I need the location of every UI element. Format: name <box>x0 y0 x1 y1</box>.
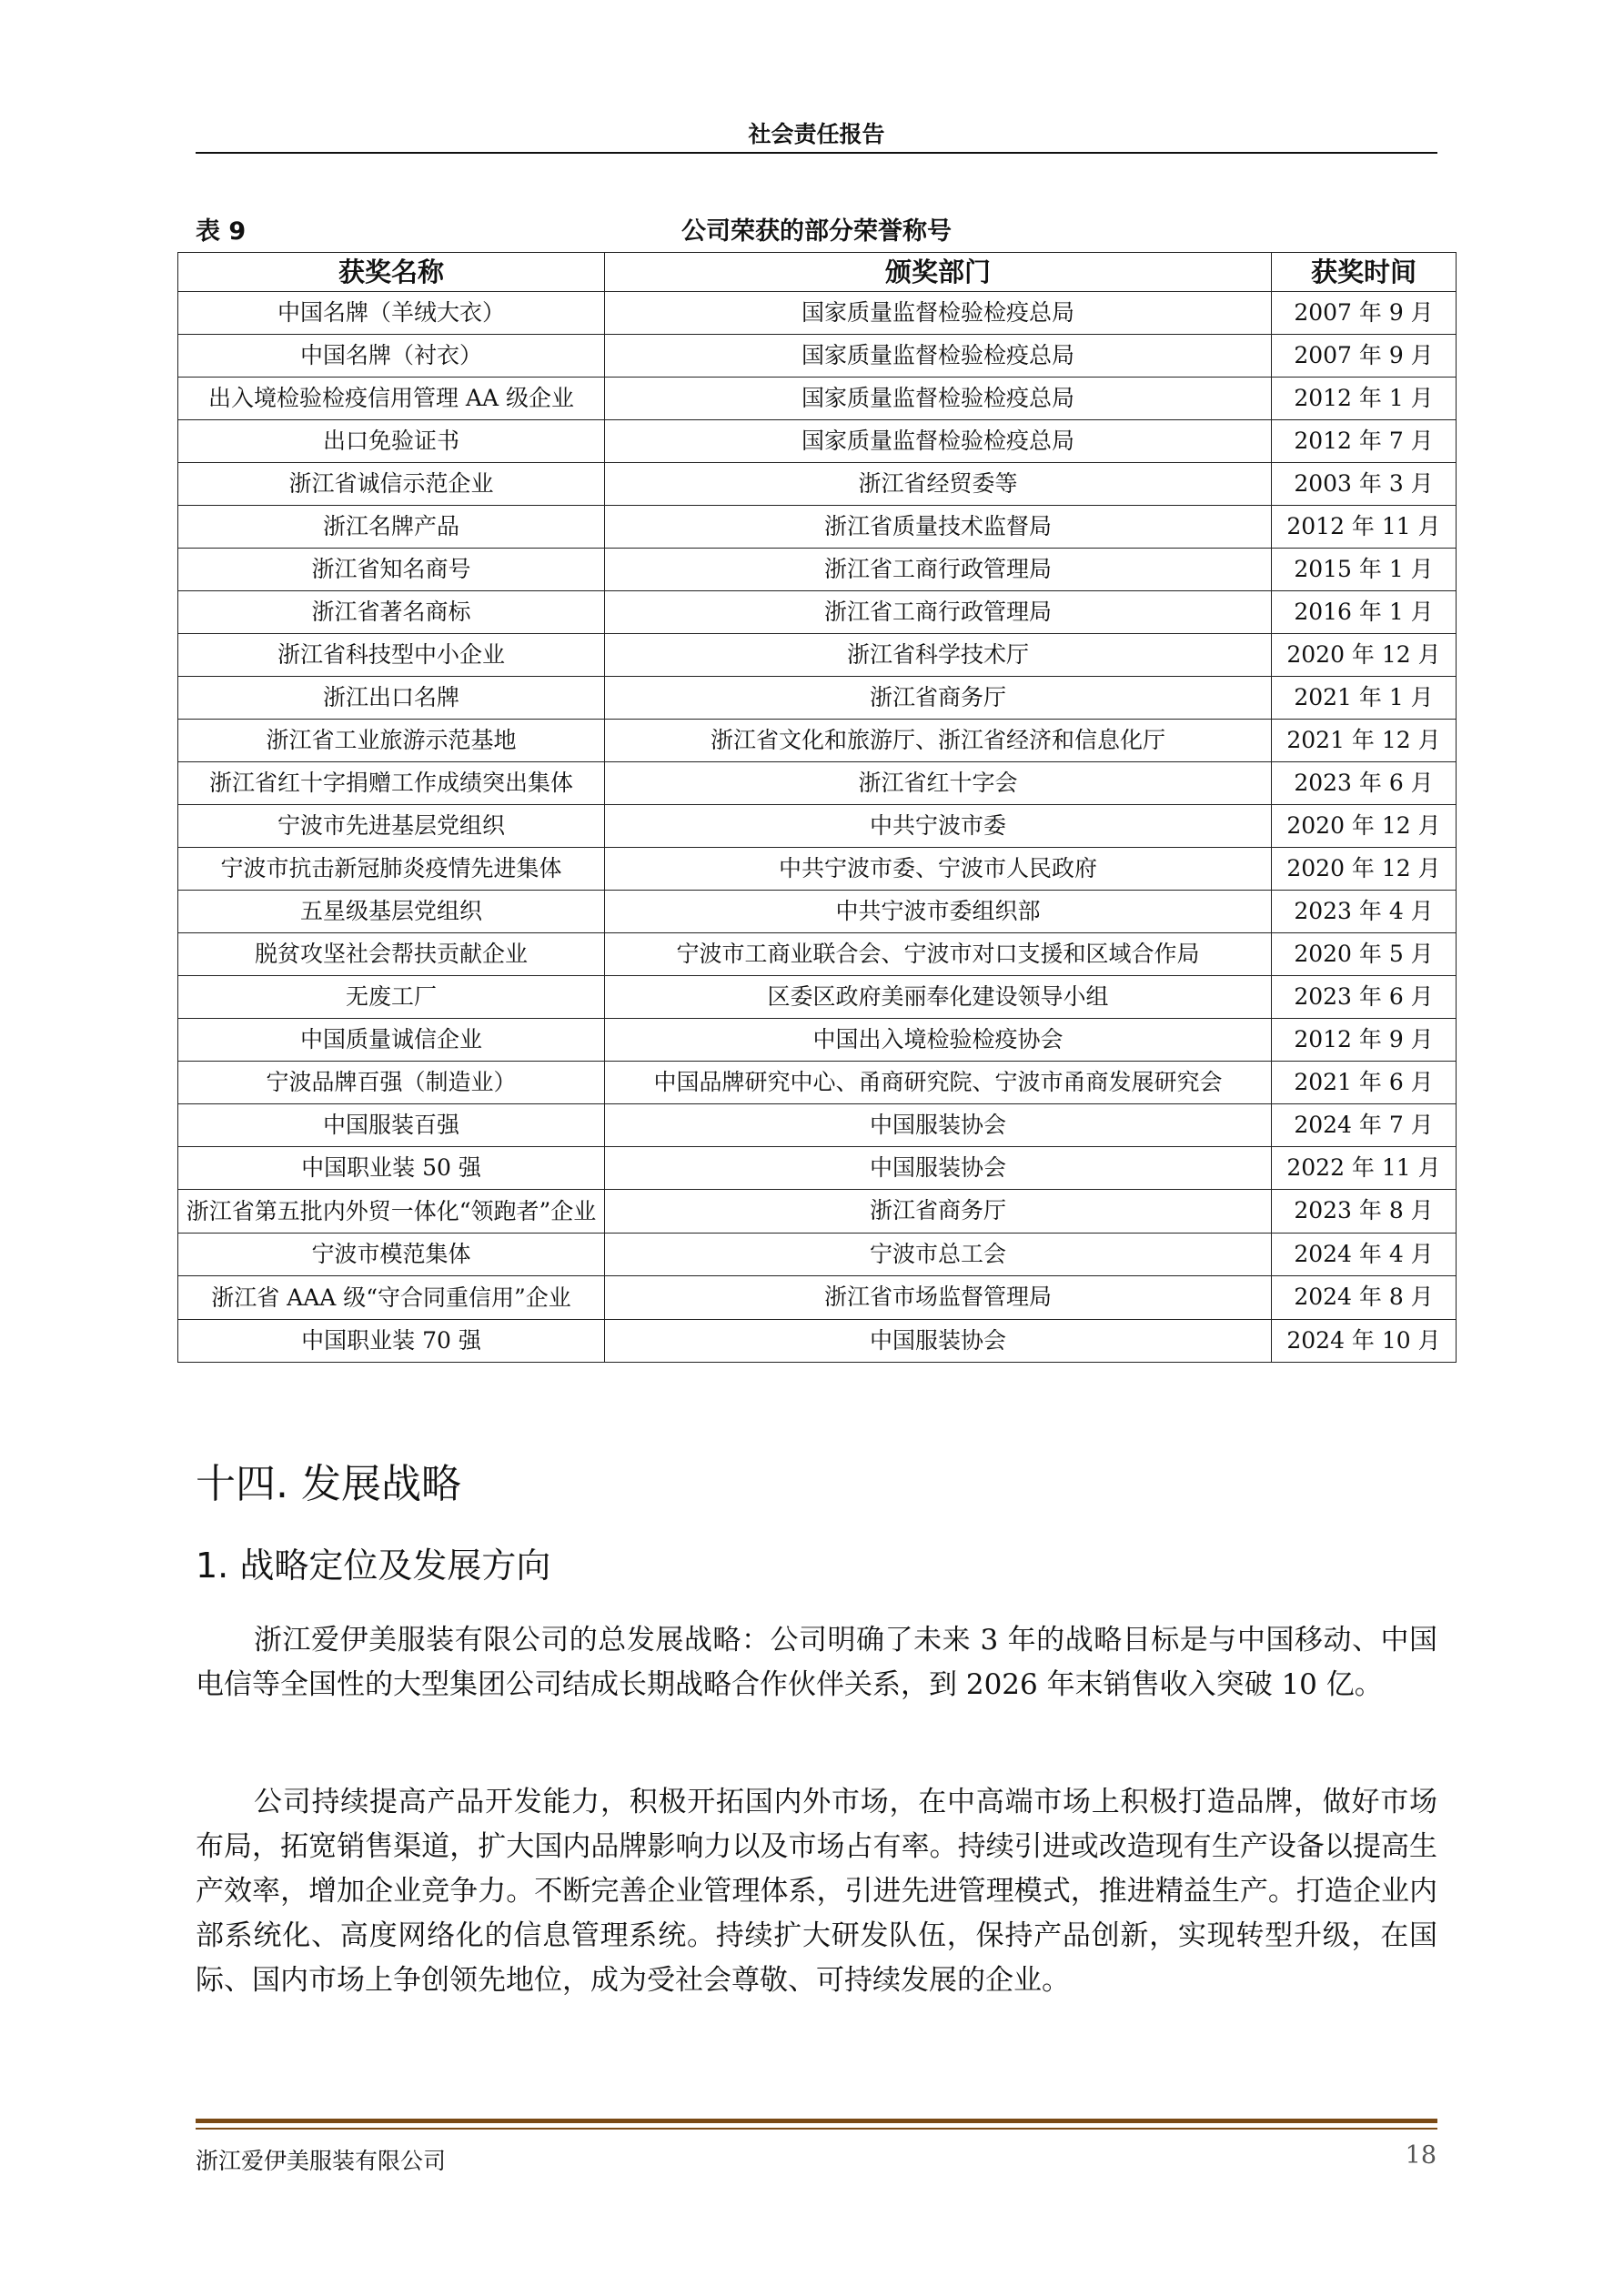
award-name-cell: 宁波市抗击新冠肺炎疫情先进集体 <box>178 848 605 891</box>
table-row <box>178 805 1457 848</box>
table-row <box>178 463 1457 506</box>
table-row <box>178 1190 1457 1234</box>
award-date-cell: 2024 年 10 月 <box>1272 1320 1457 1363</box>
issuer-cell: 中国服装协会 <box>605 1104 1272 1147</box>
issuer-cell: 中国出入境检验检疫协会 <box>605 1019 1272 1062</box>
subsection-heading: 1. 战略定位及发展方向 <box>196 1546 551 1586</box>
award-date-cell: 2007 年 9 月 <box>1272 335 1457 378</box>
issuer-cell: 浙江省科学技术厅 <box>605 634 1272 677</box>
award-name-cell: 浙江省著名商标 <box>178 591 605 634</box>
issuer-cell: 国家质量监督检验检疫总局 <box>605 420 1272 463</box>
table-row <box>178 591 1457 634</box>
issuer-cell: 浙江省商务厅 <box>605 1190 1272 1234</box>
award-date-cell: 2020 年 12 月 <box>1272 634 1457 677</box>
award-date-cell: 2020 年 12 月 <box>1272 848 1457 891</box>
issuer-cell: 宁波市总工会 <box>605 1234 1272 1276</box>
award-date-cell: 2016 年 1 月 <box>1272 591 1457 634</box>
award-name-cell: 中国职业装 70 强 <box>178 1320 605 1363</box>
table-row <box>178 1104 1457 1147</box>
footer-divider-thick <box>196 2119 1437 2123</box>
award-name-cell: 浙江省知名商号 <box>178 549 605 591</box>
table-row <box>178 378 1457 420</box>
award-name-cell: 出口免验证书 <box>178 420 605 463</box>
award-date-cell: 2021 年 1 月 <box>1272 677 1457 720</box>
award-name-cell: 中国职业装 50 强 <box>178 1147 605 1190</box>
award-date-cell: 2024 年 8 月 <box>1272 1276 1457 1320</box>
award-date-cell: 2007 年 9 月 <box>1272 292 1457 335</box>
award-date-cell: 2020 年 5 月 <box>1272 933 1457 976</box>
award-name-cell: 浙江省科技型中小企业 <box>178 634 605 677</box>
award-date-cell: 2021 年 6 月 <box>1272 1062 1457 1104</box>
table-caption-title: 公司荣获的部分荣誉称号 <box>681 217 952 246</box>
award-date-cell: 2012 年 9 月 <box>1272 1019 1457 1062</box>
issuer-cell: 国家质量监督检验检疫总局 <box>605 378 1272 420</box>
award-date-cell: 2023 年 6 月 <box>1272 762 1457 805</box>
table-row <box>178 933 1457 976</box>
award-date-cell: 2015 年 1 月 <box>1272 549 1457 591</box>
table-row <box>178 1276 1457 1320</box>
award-name-cell: 五星级基层党组织 <box>178 891 605 933</box>
issuer-cell: 宁波市工商业联合会、宁波市对口支援和区域合作局 <box>605 933 1272 976</box>
award-name-cell: 浙江省 AAA 级“守合同重信用”企业 <box>178 1276 605 1320</box>
table-row <box>178 1062 1457 1104</box>
table-row <box>178 506 1457 549</box>
award-name-cell: 浙江名牌产品 <box>178 506 605 549</box>
award-name-cell: 浙江省第五批内外贸一体化“领跑者”企业 <box>178 1190 605 1234</box>
section-heading: 十四. 发展战略 <box>196 1461 461 1507</box>
award-name-cell: 中国名牌（衬衣） <box>178 335 605 378</box>
issuer-cell: 国家质量监督检验检疫总局 <box>605 335 1272 378</box>
award-date-cell: 2023 年 8 月 <box>1272 1190 1457 1234</box>
issuer-cell: 中国服装协会 <box>605 1320 1272 1363</box>
issuer-cell: 浙江省质量技术监督局 <box>605 506 1272 549</box>
issuer-cell: 中共宁波市委、宁波市人民政府 <box>605 848 1272 891</box>
award-name-cell: 中国质量诚信企业 <box>178 1019 605 1062</box>
header-divider <box>196 152 1437 154</box>
table-row <box>178 634 1457 677</box>
honors-table <box>177 252 1457 1363</box>
footer-divider-thin <box>196 2128 1437 2130</box>
issuer-cell: 浙江省市场监督管理局 <box>605 1276 1272 1320</box>
table-row <box>178 335 1457 378</box>
table-row <box>178 677 1457 720</box>
column-header-issuer: 颁奖部门 <box>605 253 1272 292</box>
issuer-cell: 浙江省经贸委等 <box>605 463 1272 506</box>
paragraph-strategy-detail: 公司持续提高产品开发能力，积极开拓国内外市场，在中高端市场上积极打造品牌，做好市场布局，拓宽销售渠道，扩大国内品牌影响力以及市场占有率。持续引进或改造现有生产设备以提高生产效率，增加企业竞争力。不断完善企业管理体系，引进先进管理模式，推进精益生产。打造企业内部系统化、高度网络化的信息管理系统。持续扩大研发队伍，保持产品创新，实现转型升级，在国际、国内市场上争创领先地位，成为受社会尊敬、可持续发展的企业。 <box>196 1786 1437 1997</box>
issuer-cell: 国家质量监督检验检疫总局 <box>605 292 1272 335</box>
award-date-cell: 2003 年 3 月 <box>1272 463 1457 506</box>
award-name-cell: 浙江省诚信示范企业 <box>178 463 605 506</box>
table-caption-number: 表 9 <box>196 217 247 246</box>
issuer-cell: 中国品牌研究中心、甬商研究院、宁波市甬商发展研究会 <box>605 1062 1272 1104</box>
table-row <box>178 762 1457 805</box>
award-date-cell: 2012 年 11 月 <box>1272 506 1457 549</box>
table-row <box>178 292 1457 335</box>
table-row <box>178 1234 1457 1276</box>
issuer-cell: 浙江省工商行政管理局 <box>605 591 1272 634</box>
award-date-cell: 2023 年 4 月 <box>1272 891 1457 933</box>
award-name-cell: 宁波品牌百强（制造业） <box>178 1062 605 1104</box>
issuer-cell: 浙江省文化和旅游厅、浙江省经济和信息化厅 <box>605 720 1272 762</box>
table-row <box>178 720 1457 762</box>
issuer-cell: 中共宁波市委组织部 <box>605 891 1272 933</box>
footer-company-name: 浙江爱伊美服装有限公司 <box>196 2148 447 2174</box>
award-date-cell: 2012 年 7 月 <box>1272 420 1457 463</box>
table-row <box>178 549 1457 591</box>
award-date-cell: 2020 年 12 月 <box>1272 805 1457 848</box>
page-number: 18 <box>1405 2141 1437 2170</box>
award-name-cell: 浙江出口名牌 <box>178 677 605 720</box>
award-name-cell: 脱贫攻坚社会帮扶贡献企业 <box>178 933 605 976</box>
award-name-cell: 宁波市先进基层党组织 <box>178 805 605 848</box>
issuer-cell: 浙江省工商行政管理局 <box>605 549 1272 591</box>
issuer-cell: 浙江省红十字会 <box>605 762 1272 805</box>
award-date-cell: 2024 年 7 月 <box>1272 1104 1457 1147</box>
award-date-cell: 2012 年 1 月 <box>1272 378 1457 420</box>
table-row <box>178 1147 1457 1190</box>
table-row <box>178 976 1457 1019</box>
award-date-cell: 2023 年 6 月 <box>1272 976 1457 1019</box>
table-row <box>178 1320 1457 1363</box>
issuer-cell: 浙江省商务厅 <box>605 677 1272 720</box>
award-name-cell: 中国服装百强 <box>178 1104 605 1147</box>
award-name-cell: 中国名牌（羊绒大衣） <box>178 292 605 335</box>
honors-table-body <box>178 292 1457 1363</box>
award-name-cell: 浙江省红十字捐赠工作成绩突出集体 <box>178 762 605 805</box>
award-date-cell: 2022 年 11 月 <box>1272 1147 1457 1190</box>
column-header-award-name: 获奖名称 <box>178 253 605 292</box>
table-row <box>178 848 1457 891</box>
issuer-cell: 区委区政府美丽奉化建设领导小组 <box>605 976 1272 1019</box>
award-name-cell: 无废工厂 <box>178 976 605 1019</box>
table-header-row <box>178 253 1457 292</box>
table-row <box>178 891 1457 933</box>
table-caption <box>196 211 1437 244</box>
award-date-cell: 2024 年 4 月 <box>1272 1234 1457 1276</box>
award-name-cell: 宁波市模范集体 <box>178 1234 605 1276</box>
column-header-date: 获奖时间 <box>1272 253 1457 292</box>
report-header-title: 社会责任报告 <box>748 121 885 147</box>
award-name-cell: 浙江省工业旅游示范基地 <box>178 720 605 762</box>
issuer-cell: 中共宁波市委 <box>605 805 1272 848</box>
table-row <box>178 420 1457 463</box>
table-row <box>178 1019 1457 1062</box>
award-date-cell: 2021 年 12 月 <box>1272 720 1457 762</box>
issuer-cell: 中国服装协会 <box>605 1147 1272 1190</box>
paragraph-strategy-goal: 浙江爱伊美服装有限公司的总发展战略：公司明确了未来 3 年的战略目标是与中国移动、中国电信等全国性的大型集团公司结成长期战略合作伙伴关系，到 2026 年末销售收入突破 10 亿。 <box>196 1624 1437 1701</box>
award-name-cell: 出入境检验检疫信用管理 AA 级企业 <box>178 378 605 420</box>
